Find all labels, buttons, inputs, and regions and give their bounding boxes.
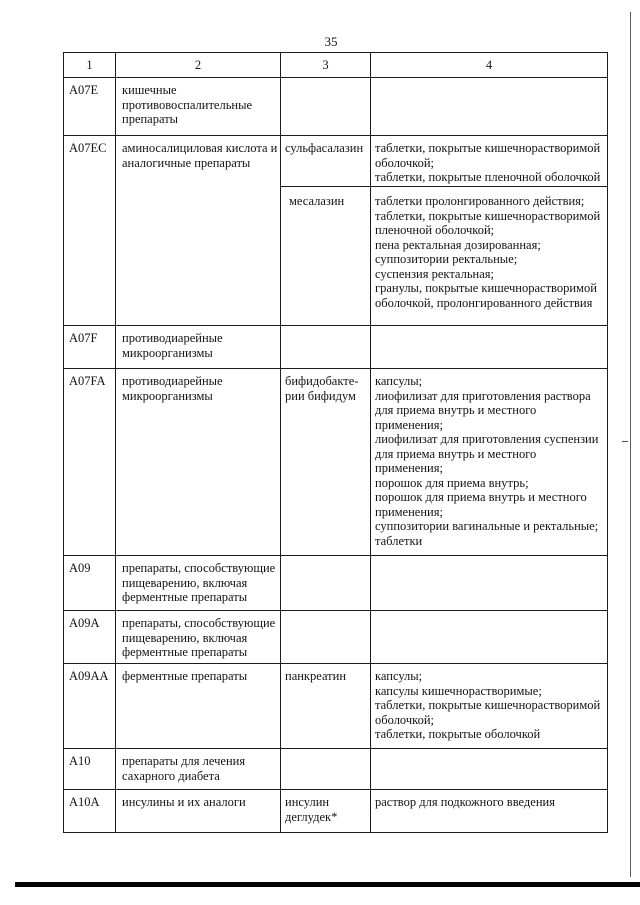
- drug-name-cell: сульфасалазин: [281, 136, 371, 187]
- drug-name-cell: [281, 78, 371, 136]
- row-a07f: [64, 326, 608, 369]
- dosage-forms-cell: раствор для подкожного введения: [371, 790, 608, 833]
- atc-code-cell: A07FA: [64, 369, 116, 556]
- drug-name-cell: [281, 611, 371, 664]
- row-a09a: [64, 611, 608, 664]
- header-col-2: 2: [116, 53, 281, 78]
- dosage-forms-cell: таблетки, покрытые кишечнорастворимой оболочкой; таблетки, покрытые пленочной оболочкой: [371, 136, 608, 187]
- group-name-cell: противодиарейные микроорганизмы: [116, 326, 281, 369]
- group-name-cell: препараты для лечения сахарного диабета: [116, 749, 281, 790]
- group-name-cell: препараты, способствующие пищеварению, включая ферментные препараты: [116, 611, 281, 664]
- dosage-forms-cell: [371, 78, 608, 136]
- row-a07e: [64, 78, 608, 136]
- scan-bottom-bar: [15, 882, 640, 887]
- atc-code-cell: A09: [64, 556, 116, 611]
- dosage-forms-cell: [371, 611, 608, 664]
- dosage-forms-cell: капсулы; капсулы кишечнорастворимые; таблетки, покрытые кишечнорастворимой оболочкой; таблетки, покрытые оболочкой: [371, 664, 608, 749]
- drug-name-cell: бифидобакте- рии бифидум: [281, 369, 371, 556]
- header-col-3: 3: [281, 53, 371, 78]
- row-a09: [64, 556, 608, 611]
- header-col-1: 1: [64, 53, 116, 78]
- group-name-cell: препараты, способствующие пищеварению, включая ферментные препараты: [116, 556, 281, 611]
- dosage-forms-cell: [371, 326, 608, 369]
- dosage-forms-cell: [371, 749, 608, 790]
- row-a09aa: [64, 664, 608, 749]
- scan-edge-line: [630, 12, 631, 877]
- atc-code-cell: A09A: [64, 611, 116, 664]
- drug-name-cell: [281, 749, 371, 790]
- group-name-cell: аминосалициловая кислота и аналогичные препараты: [116, 136, 281, 326]
- row-a07ec: [64, 136, 608, 187]
- dosage-forms-cell: [371, 556, 608, 611]
- drug-name-cell: панкреатин: [281, 664, 371, 749]
- atc-code-cell: A09AA: [64, 664, 116, 749]
- drug-name-cell: [281, 556, 371, 611]
- row-a07fa: [64, 369, 608, 556]
- atc-code-cell: A10A: [64, 790, 116, 833]
- drug-name-cell: инсулин деглудек*: [281, 790, 371, 833]
- row-a10: [64, 749, 608, 790]
- atc-code-cell: A07E: [64, 78, 116, 136]
- group-name-cell: инсулины и их аналоги: [116, 790, 281, 833]
- group-name-cell: кишечные противовоспалительные препараты: [116, 78, 281, 136]
- row-a10a: [64, 790, 608, 833]
- drug-name-cell: месалазин: [281, 187, 371, 326]
- header-row: [64, 53, 608, 78]
- group-name-cell: ферментные препараты: [116, 664, 281, 749]
- dosage-forms-cell: таблетки пролонгированного действия; таблетки, покрытые кишечнорастворимой пленочной оболочкой; пена ректальная дозированная; суппозитории ректальные; суспензия ректальная; гранулы, покрытые кишечнорастворимой оболочкой, пролонгированного действия: [371, 187, 608, 326]
- drug-table: [63, 52, 608, 833]
- atc-code-cell: A07F: [64, 326, 116, 369]
- page-number: 35: [324, 34, 338, 49]
- group-name-cell: противодиарейные микроорганизмы: [116, 369, 281, 556]
- scan-mark: [622, 441, 628, 442]
- dosage-forms-cell: капсулы; лиофилизат для приготовления раствора для приема внутрь и местного применения; лиофилизат для приготовления суспензии для приема внутрь и местного применения; порошок для приема внутрь; порошок для приема внутрь и местного применения; суппозитории вагинальные и ректальные; таблетки: [371, 369, 608, 556]
- header-col-4: 4: [371, 53, 608, 78]
- drug-name-cell: [281, 326, 371, 369]
- atc-code-cell: A10: [64, 749, 116, 790]
- atc-code-cell: A07EC: [64, 136, 116, 326]
